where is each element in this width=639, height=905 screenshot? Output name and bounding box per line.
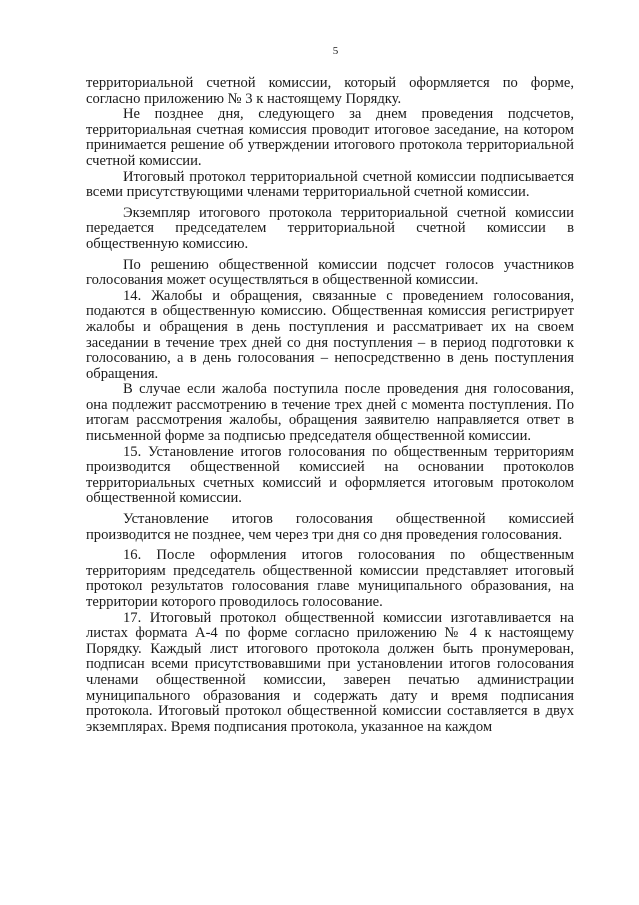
paragraph-vote-counting: По решению общественной комиссии подсчет голосов участников голосования может осуществляться в общественной комиссии. bbox=[86, 256, 574, 289]
paragraph-results-deadline: Установление итогов голосования общественной комиссией производится не позднее, чем через три дня со дня проведения голосования. bbox=[86, 511, 574, 543]
paragraph-protocol-form: территориальной счетной комиссии, который оформляется по форме, согласно приложению № 3 к настоящему Порядку. bbox=[86, 75, 574, 107]
paragraph-final-meeting: Не позднее дня, следующего за днем проведения подсчетов, территориальная счетная комиссия проводит итоговое заседание, на котором принимается решение об утверждении итогового протокола территориальной счетной комиссии. bbox=[86, 106, 574, 169]
paragraph-protocol-signing: Итоговый протокол территориальной счетной комиссии подписывается всеми присутствующими членами территориальной счетной комиссии. bbox=[86, 168, 574, 201]
paragraph-results-presentation: 16. После оформления итогов голосования по общественным территориям председатель общественной комиссии представляет итоговый протокол результатов голосования главе муниципального образования, на территории которого проводилось голосование. bbox=[86, 547, 574, 610]
paragraph-final-protocol-format: 17. Итоговый протокол общественной комиссии изготавливается на листах формата А-4 по форме согласно приложению № 4 к настоящему Порядку. Каждый лист итогового протокола должен быть пронумерован, подписан всеми присутствовавшими при установлении итогов голосования членами общественной комиссии, заверен печатью администрации муниципального образования и содержать дату и время подписания протокола. Итоговый протокол общественной комиссии составляется в двух экземплярах. Время подписания протокола, указанное на каждом bbox=[86, 609, 574, 735]
paragraph-protocol-transfer: Экземпляр итогового протокола территориальной счетной комиссии передается председателем территориальной счетной комиссии в общественную комиссию. bbox=[86, 204, 574, 252]
paragraph-results-establishment: 15. Установление итогов голосования по общественным территориям производится общественной комиссией на основании протоколов территориальных счетных комиссий и оформляется итоговым протоколом общественной комиссии. bbox=[86, 443, 574, 507]
paragraph-complaints: 14. Жалобы и обращения, связанные с проведением голосования, подаются в общественную комиссию. Общественная комиссия регистрирует жалобы и обращения в день поступления и рассматривает их на своем заседании в течение трех дней со дня поступления – в период подготовки к голосованию, а в день голосования – непосредственно в день поступления обращения. bbox=[86, 287, 574, 382]
page-number: 5 bbox=[332, 45, 339, 57]
paragraph-late-complaints: В случае если жалоба поступила после проведения дня голосования, она подлежит рассмотрению в течение трех дней с момента поступления. По итогам рассмотрения жалобы, обращения заявителю направляется ответ в письменной форме за подписью председателя общественной комиссии. bbox=[86, 381, 574, 445]
document-body bbox=[86, 76, 574, 735]
